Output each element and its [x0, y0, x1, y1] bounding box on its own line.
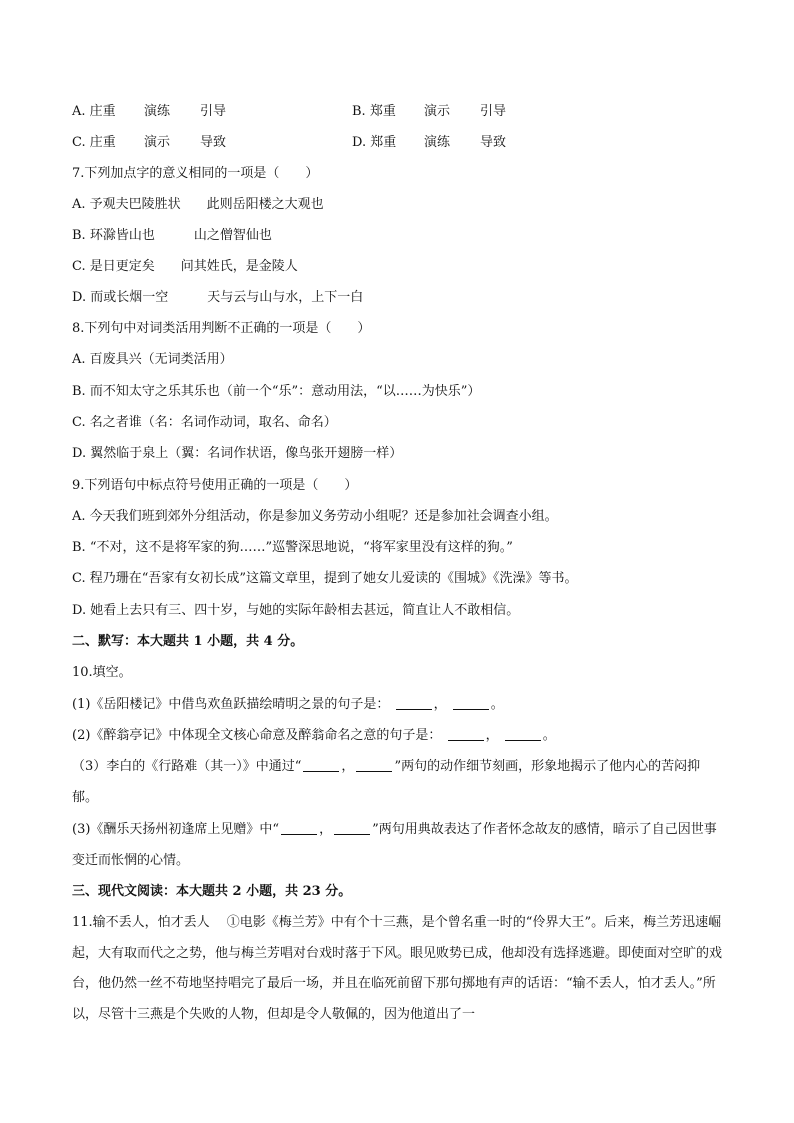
fill-blank[interactable] — [448, 728, 484, 741]
q11-passage: 11.输不丢人，怕才丢人 ①电影《梅兰芳》中有个十三燕，是个曾名重一时的“伶界大王”。后来，梅兰芳迅速崛起，大有取而代之之势，他与梅兰芳唱对台戏时落于下风。眼见败势已成，他却没有选择逃避。即使面对空旷的戏台，他仍然一丝不苟地坚持唱完了最后一场，并且在临死前留下那句掷地有声的话语：“输不丢人，怕才丢人。”所以，尽管十三燕是个失败的人物，但却是令人敬佩的，因为他道出了一 — [72, 915, 723, 1022]
q9-stem: 9.下列语句中标点符号使用正确的一项是（ ） — [72, 478, 358, 493]
q10-item-1: (1)《岳阳楼记》中借鸟欢鱼跃描绘晴明之景的句子是： ， 。 — [72, 697, 504, 712]
q7-option-a[interactable]: A. 予观夫巴陵胜状 此则岳阳楼之大观也 — [72, 197, 324, 212]
q7-stem: 7.下列加点字的意义相同的一项是（ ） — [72, 166, 319, 181]
fill-blank[interactable] — [356, 759, 392, 772]
fill-blank[interactable] — [334, 822, 370, 835]
q6-option-a[interactable]: A. 庄重 演练 引导 — [72, 104, 227, 119]
q8-option-a[interactable]: A. 百废具兴（无词类活用） — [72, 352, 233, 367]
q8-stem: 8.下列句中对词类活用判断不正确的一项是（ ） — [72, 321, 371, 336]
q10-item-2: (2)《醉翁亭记》中体现全文核心命意及醉翁命名之意的句子是： ， 。 — [72, 728, 556, 743]
q9-option-c[interactable]: C. 程乃珊在“吾家有女初长成”这篇文章里，提到了她女儿爱读的《围城》《洗澡》等书。 — [72, 571, 578, 586]
fill-blank[interactable] — [505, 728, 541, 741]
q9-option-d[interactable]: D. 她看上去只有三、四十岁，与她的实际年龄相去甚远，简直让人不敢相信。 — [72, 603, 520, 618]
q6-option-d[interactable]: D. 郑重 演练 导致 — [352, 135, 507, 150]
section-3-heading: 三、现代文阅读：本大题共 2 小题，共 23 分。 — [72, 884, 352, 899]
q7-option-c[interactable]: C. 是日更定矣 问其姓氏，是金陵人 — [72, 259, 298, 274]
q6-option-c[interactable]: C. 庄重 演示 导致 — [72, 135, 227, 150]
q9-option-b[interactable]: B. “不对，这不是将军家的狗……”巡警深思地说，“将军家里没有这样的狗。” — [72, 540, 513, 555]
q10-stem: 10.填空。 — [72, 665, 132, 680]
q8-option-c[interactable]: C. 名之者谁（名：名词作动词，取名、命名） — [72, 415, 337, 430]
q7-option-d[interactable]: D. 而或长烟一空 天与云与山与水，上下一白 — [72, 290, 364, 305]
q10-item-3: （3）李白的《行路难（其一）》中通过“ ， ”两句的动作细节刻画，形象地揭示了他内心的苦闷抑郁。 — [72, 759, 701, 805]
q6-option-b[interactable]: B. 郑重 演示 引导 — [352, 104, 507, 119]
fill-blank[interactable] — [453, 697, 489, 710]
q10-item-4: (3)《酬乐天扬州初逢席上见赠》中“ ， ”两句用典故表达了作者怀念故友的感情，暗示了自己因世事变迁而怅惘的心情。 — [72, 822, 717, 868]
q9-option-a[interactable]: A. 今天我们班到郊外分组活动，你是参加义务劳动小组呢？还是参加社会调查小组。 — [72, 509, 558, 524]
q8-option-b[interactable]: B. 而不知太守之乐其乐也（前一个“乐”：意动用法，“以……为快乐”） — [72, 384, 481, 399]
fill-blank[interactable] — [303, 759, 339, 772]
q6-options-row-1 — [72, 103, 722, 121]
q8-option-d[interactable]: D. 翼然临于泉上（翼：名词作状语，像鸟张开翅膀一样） — [72, 446, 403, 461]
fill-blank[interactable] — [281, 822, 317, 835]
section-2-heading: 二、默写：本大题共 1 小题，共 4 分。 — [72, 634, 304, 649]
fill-blank[interactable] — [396, 697, 432, 710]
q7-option-b[interactable]: B. 环滁皆山也 山之僧智仙也 — [72, 228, 272, 243]
q6-options-row-2 — [72, 134, 722, 152]
